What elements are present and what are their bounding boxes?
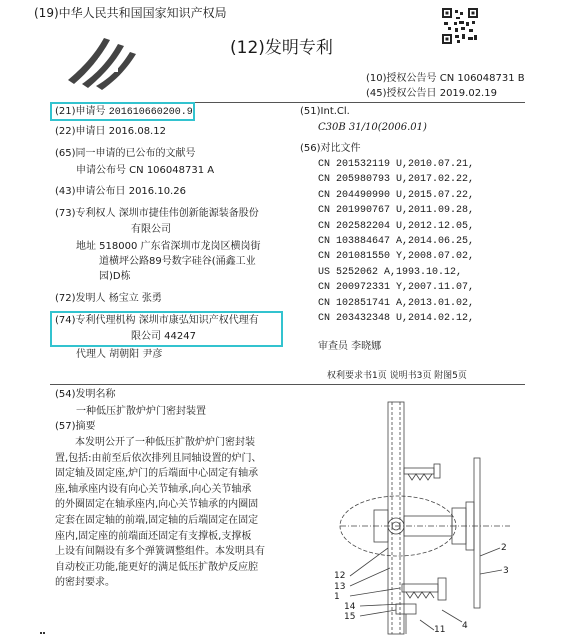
- invention-title: 一种低压扩散炉炉门密封装置: [76, 406, 206, 417]
- address-line-1: 地址 518000 广东省深圳市龙岗区横岗街: [76, 241, 261, 252]
- abstract-line: 自动校正功能,能更好的满足低压扩散炉反应腔: [55, 561, 259, 573]
- doc-type-title: (12)发明专利: [230, 38, 333, 58]
- examiner: 审查员 李晓娜: [318, 341, 382, 352]
- app-no-value: 201610660200.9: [108, 107, 193, 118]
- ref-item: US 5252062 A,1993.10.12,: [318, 266, 463, 278]
- pub-date: (43)申请公布日 2016.10.26: [55, 186, 186, 197]
- address-line-3: 园)D栋: [99, 271, 131, 282]
- intcl-value: C30B 31/10(2006.01): [318, 122, 427, 133]
- same-app-title: (65)同一申请的已公布的文献号: [55, 148, 196, 159]
- abstract-line: 座,轴承座内设有向心关节轴承,向心关节轴承: [55, 483, 252, 495]
- ref-item: CN 200972331 Y,2007.11.07,: [318, 282, 475, 294]
- abstract-line: 的密封要求。: [55, 577, 115, 589]
- qr-code-icon: [442, 8, 478, 44]
- drawing-label: 3: [503, 566, 509, 576]
- ref-item: CN 205980793 U,2017.02.22,: [318, 174, 475, 186]
- drawing-label: 15: [344, 612, 356, 622]
- abstract-line: 上设有间隔设有多个弹簧调整组件。本发明具有: [55, 546, 265, 558]
- grant-pub-date: (45)授权公告日 2019.02.19: [366, 88, 497, 99]
- biblio-divider: [50, 384, 525, 385]
- agency-line-1: (74)专利代理机构 深圳市康弘知识产权代理有: [55, 315, 259, 326]
- patentee-line-1: (73)专利权人 深圳市捷佳伟创新能源装备股份: [55, 208, 259, 219]
- abstract-line: 本发明公开了一种低压扩散炉炉门密封装: [75, 437, 255, 448]
- ref-item: CN 102851741 A,2013.01.02,: [318, 297, 475, 309]
- drawing-label: 4: [462, 621, 468, 631]
- patent-drawing: [330, 398, 520, 636]
- abstract-line: 座内,固定座的前端面还固定有支撑板,支撑板: [55, 530, 252, 542]
- drawing-label: 2: [501, 543, 507, 553]
- cnipa-logo-icon: [60, 28, 142, 90]
- ref-item: CN 201990767 U,2011.09.28,: [318, 205, 475, 217]
- app-no-field: [55, 105, 193, 120]
- ref-item: CN 203432348 U,2014.02.12,: [318, 313, 475, 325]
- drawing-label: 14: [344, 602, 356, 612]
- office-line: (19)中华人民共和国国家知识产权局: [34, 6, 227, 20]
- scan-dot: [43, 632, 45, 634]
- agent: 代理人 胡朝阳 尹彦: [76, 349, 163, 360]
- drawing-label: 12: [334, 571, 346, 581]
- drawing-label: 1: [334, 592, 340, 602]
- grant-pub-no: (10)授权公告号 CN 106048731 B: [366, 73, 525, 84]
- drawing-label: 13: [334, 582, 346, 592]
- ref-item: CN 202582204 U,2012.12.05,: [318, 220, 475, 232]
- scan-dot: [40, 632, 42, 634]
- abstract-line: 固定轴及固定座,炉门的后端面中心固定有轴承: [55, 468, 259, 480]
- refs-list: [318, 157, 474, 326]
- abstract-label: (57)摘要: [55, 421, 96, 432]
- abstract-line: 置,包括:由前至后依次排列且同轴设置的炉门、: [55, 452, 262, 464]
- abstract-body: [55, 435, 265, 591]
- abstract-line: 定套在固定轴的前端,固定轴的后端固定在固定: [55, 514, 259, 526]
- drawing-label: 11: [434, 625, 446, 635]
- ref-item: CN 201532119 U,2010.07.21,: [318, 159, 475, 170]
- inventors: (72)发明人 杨宝立 张勇: [55, 293, 162, 304]
- agency-line-2: 限公司 44247: [131, 331, 196, 342]
- app-no-label: (21)申请号: [55, 106, 106, 117]
- ref-item: CN 204490990 U,2015.07.22,: [318, 189, 475, 201]
- abstract-line: 的外圈固定在轴承座内,向心关节轴承的内圈固: [55, 499, 259, 511]
- app-date: (22)申请日 2016.08.12: [55, 126, 166, 137]
- page-counts: 权利要求书1页 说明书3页 附图5页: [327, 371, 467, 381]
- patentee-line-2: 有限公司: [131, 224, 171, 235]
- ref-item: CN 103884647 A,2014.06.25,: [318, 236, 475, 248]
- intcl-label: (51)Int.Cl.: [300, 106, 350, 117]
- address-line-2: 道横坪公路89号数字硅谷(涌鑫工业: [99, 256, 256, 267]
- ref-item: CN 201081550 Y,2008.07.02,: [318, 251, 475, 263]
- refs-label: (56)对比文件: [300, 143, 361, 154]
- title-label: (54)发明名称: [55, 389, 116, 400]
- same-app-value: 申请公布号 CN 106048731 A: [76, 165, 215, 176]
